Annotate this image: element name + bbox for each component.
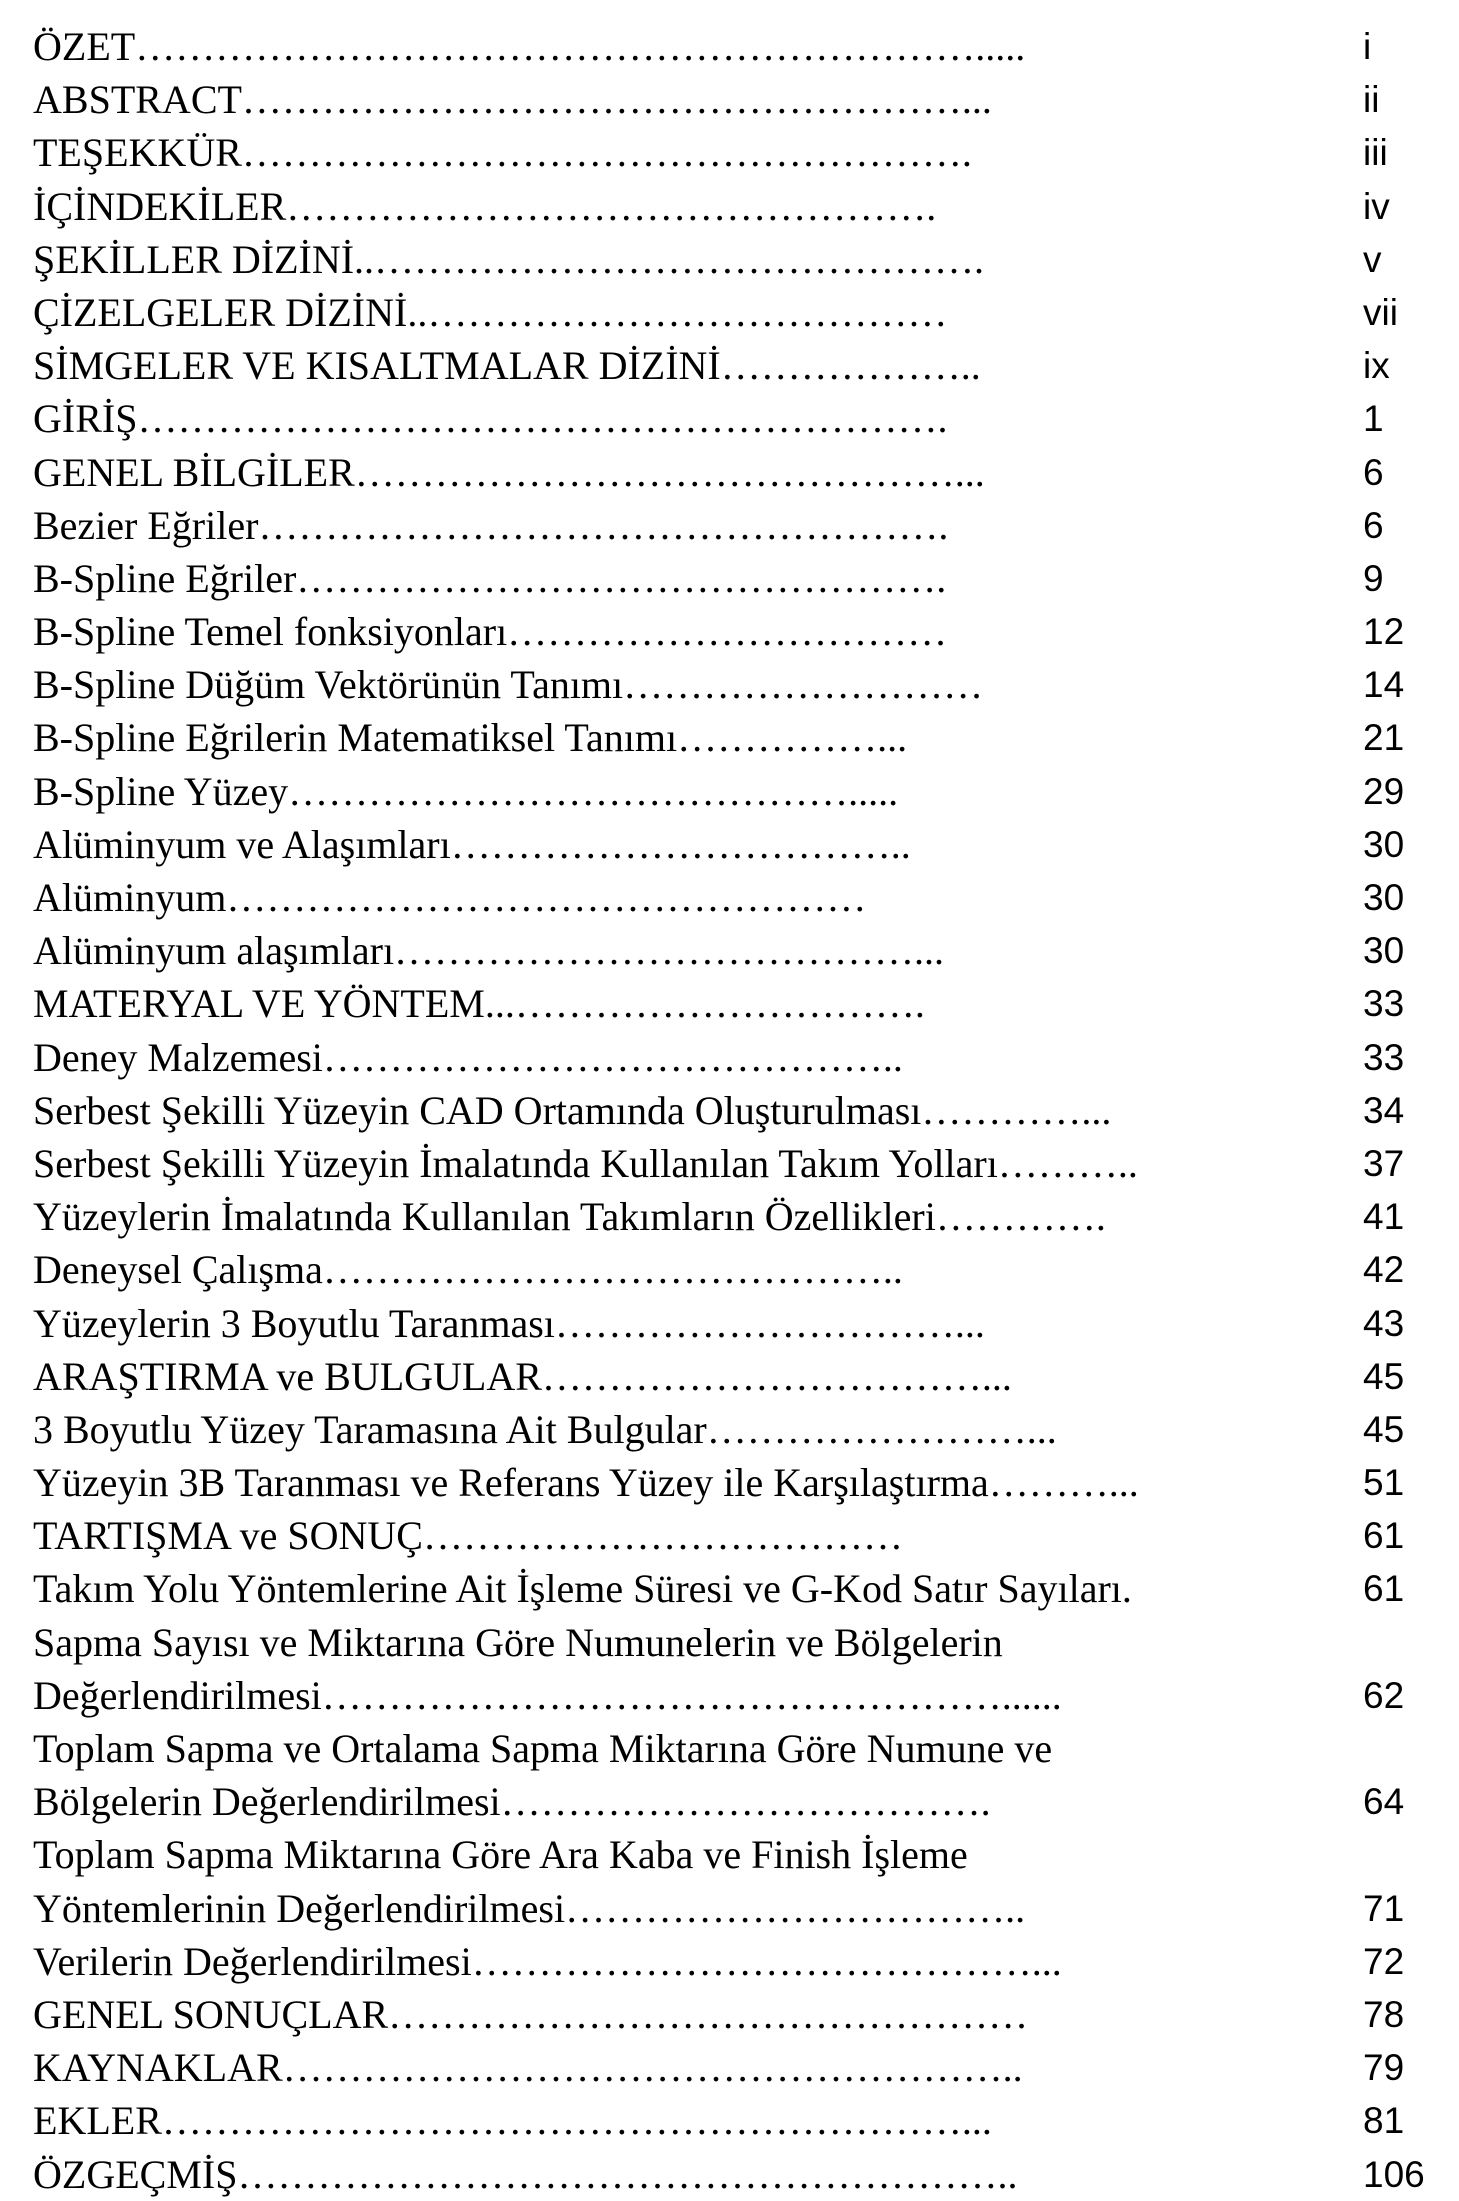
toc-entry-toplam-ortalama-sapma — [33, 1722, 1433, 1828]
toc-entry-genel-sonuclar — [33, 1988, 1433, 2041]
toc-entry-title: GENEL BİLGİLER………………………………………... — [33, 449, 985, 495]
toc-entry-bspline-matematiksel — [33, 711, 1433, 764]
toc-entry-page: vii — [1363, 291, 1398, 333]
toc-entry-page: 78 — [1363, 1993, 1405, 2035]
toc-entry-title: ŞEKİLLER DİZİNİ..………………………………………. — [33, 236, 985, 282]
toc-entry-title: Deney Malzemesi…………………………………….. — [33, 1034, 903, 1080]
toc-entry-cad — [33, 1084, 1433, 1137]
toc-entry-page: 43 — [1363, 1302, 1405, 1344]
toc-entry-title: EKLER……………………………………………………... — [33, 2098, 992, 2144]
toc-entry-title: B-Spline Eğriler…………………………………………. — [33, 555, 947, 601]
toc-entry-title: TEŞEKKÜR………………………………………………. — [33, 130, 972, 176]
toc-entry-title: Yüzeyin 3B Taranması ve Referans Yüzey ile Karşılaştırma………... — [33, 1460, 1139, 1506]
toc-entry-page: 45 — [1363, 1355, 1405, 1397]
toc-entry-title: Alüminyum………………………………………… — [33, 875, 867, 920]
toc-entry-page: iv — [1363, 185, 1390, 227]
toc-entry-title: Alüminyum ve Alaşımları…………………………….. — [33, 821, 911, 867]
toc-entry-kaynaklar — [33, 2041, 1433, 2094]
toc-entry-title: ABSTRACT………………………………………………... — [33, 77, 992, 123]
toc-entry-page: 62 — [1363, 1674, 1405, 1716]
toc-entry-title: ÖZGEÇMİŞ………………………………………………….. — [33, 2151, 1018, 2197]
toc-entry-page: v — [1363, 238, 1382, 280]
toc-entry-page: 33 — [1363, 983, 1405, 1025]
toc-entry-page: 81 — [1363, 2100, 1405, 2142]
toc-entry-title: Alüminyum alaşımları…………………………………... — [33, 928, 945, 974]
toc-entry-page: 106 — [1363, 2153, 1425, 2195]
toc-entry-page: 34 — [1363, 1089, 1405, 1131]
toc-entry-title: ÖZET………………………………………………………..... — [33, 24, 1026, 69]
toc-entry-sekiller-dizini — [33, 233, 1433, 286]
toc-entry-page: 29 — [1363, 770, 1405, 812]
toc-entry-tarama — [33, 1297, 1433, 1350]
toc-entry-page: 72 — [1363, 1940, 1405, 1982]
toc-entry-simgeler — [33, 339, 1433, 392]
toc-entry-deney-malzemesi — [33, 1031, 1433, 1084]
toc-entry-page: iii — [1363, 132, 1388, 174]
toc-entry-title: Verilerin Değerlendirilmesi……………………………………... — [33, 1938, 1062, 1984]
toc-entry-giris — [33, 392, 1433, 445]
toc-entry-title: İÇİNDEKİLER…………………………………………. — [33, 183, 937, 229]
toc-entry-title: B-Spline Temel fonksiyonları…………………………… — [33, 609, 948, 655]
toc-entry-page: ix — [1363, 345, 1390, 387]
toc-entry-page: 9 — [1363, 557, 1384, 599]
toc-entry-page: 71 — [1363, 1887, 1405, 1929]
toc-entry-page: 51 — [1363, 1462, 1405, 1504]
toc-entry-title: Toplam Sapma ve Ortalama Sapma Miktarına Göre Numune ve Bölgelerin Değerlendirilmesi………………………………. — [33, 1726, 1053, 1825]
toc-entry-title: MATERYAL VE YÖNTEM...…………………………. — [33, 981, 925, 1027]
toc-entry-gkod — [33, 1562, 1433, 1615]
toc-entry-tartisma — [33, 1509, 1433, 1562]
toc-entry-page: 30 — [1363, 823, 1405, 865]
toc-entry-title: GİRİŞ……………………………………………………. — [33, 396, 948, 442]
toc-entry-bspline-egriler — [33, 552, 1433, 605]
toc-entry-title: Takım Yolu Yöntemlerine Ait İşleme Süresi ve G-Kod Satır Sayıları. — [33, 1566, 1132, 1612]
toc-entry-aluminyum — [33, 871, 1433, 924]
table-of-contents — [33, 20, 1433, 2201]
toc-entry-title: Serbest Şekilli Yüzeyin CAD Ortamında Oluşturulması…………... — [33, 1087, 1112, 1133]
toc-entry-page: 45 — [1363, 1408, 1405, 1450]
toc-entry-genel-bilgiler — [33, 446, 1433, 499]
toc-entry-page: 37 — [1363, 1142, 1405, 1184]
toc-entry-page: 30 — [1363, 930, 1405, 972]
toc-entry-title: B-Spline Düğüm Vektörünün Tanımı……………………… — [33, 662, 984, 708]
toc-entry-bulgular — [33, 1403, 1433, 1456]
toc-entry-title: Serbest Şekilli Yüzeyin İmalatında Kullanılan Takım Yolları……….. — [33, 1140, 1138, 1186]
toc-entry-page: 6 — [1363, 504, 1384, 546]
toc-entry-takim-yollari — [33, 1137, 1433, 1190]
toc-entry-page: 1 — [1363, 398, 1384, 440]
toc-entry-bspline-yuzey — [33, 765, 1433, 818]
toc-entry-page: 61 — [1363, 1568, 1405, 1610]
toc-entry-bezier — [33, 499, 1433, 552]
toc-entry-deneysel — [33, 1243, 1433, 1296]
toc-entry-veriler — [33, 1935, 1433, 1988]
toc-entry-page: ii — [1363, 79, 1380, 121]
toc-entry-title: KAYNAKLAR……………………………………………….. — [33, 2045, 1023, 2091]
toc-entry-title: B-Spline Yüzey……………………………………..... — [33, 768, 899, 814]
toc-entry-page: 42 — [1363, 1249, 1405, 1291]
toc-entry-page: i — [1363, 26, 1372, 67]
toc-entry-karsilastirma — [33, 1456, 1433, 1509]
toc-entry-page: 41 — [1363, 1196, 1405, 1238]
toc-entry-aluminyum-alasimlari — [33, 818, 1433, 871]
toc-entry-cizelgeler-dizini — [33, 286, 1433, 339]
toc-entry-title: Toplam Sapma Miktarına Göre Ara Kaba ve Finish İşleme Yöntemlerinin Değerlendirilmesi…………………………….. — [33, 1832, 1026, 1931]
toc-entry-aluminyum-alasimlari-sub — [33, 924, 1433, 977]
toc-entry-title: Deneysel Çalışma…………………………………….. — [33, 1247, 903, 1293]
toc-entry-page: 30 — [1363, 877, 1405, 918]
toc-entry-page: 64 — [1363, 1781, 1405, 1823]
toc-entry-title: B-Spline Eğrilerin Matematiksel Tanımı……………... — [33, 715, 908, 761]
toc-entry-title: Yüzeylerin 3 Boyutlu Taranması…………………………... — [33, 1300, 985, 1346]
toc-entry-arastirma — [33, 1350, 1433, 1403]
toc-entry-title: TARTIŞMA ve SONUÇ……………………………… — [33, 1513, 903, 1559]
toc-entry-bspline-temel — [33, 605, 1433, 658]
toc-entry-sapma-sayisi — [33, 1616, 1433, 1722]
toc-entry-title: ARAŞTIRMA ve BULGULAR……………………………... — [33, 1353, 1012, 1399]
toc-entry-page: 6 — [1363, 451, 1384, 493]
toc-entry-title: SİMGELER VE KISALTMALAR DİZİNİ……………….. — [33, 343, 981, 389]
toc-entry-title: Bezier Eğriler……………………………………………. — [33, 502, 949, 548]
toc-entry-bspline-dugum — [33, 658, 1433, 711]
toc-entry-ozet — [33, 20, 1433, 73]
toc-entry-title: GENEL SONUÇLAR………………………………………… — [33, 1991, 1029, 2037]
toc-entry-abstract — [33, 73, 1433, 126]
toc-entry-icindekiler — [33, 180, 1433, 233]
toc-entry-title: 3 Boyutlu Yüzey Taramasına Ait Bulgular……………………... — [33, 1406, 1057, 1452]
toc-entry-title: ÇİZELGELER DİZİNİ..………………………………… — [33, 289, 948, 335]
toc-entry-page: 33 — [1363, 1036, 1405, 1078]
toc-entry-tesekkur — [33, 126, 1433, 179]
toc-entry-page: 61 — [1363, 1515, 1405, 1557]
toc-entry-title: Yüzeylerin İmalatında Kullanılan Takımların Özellikleri…………. — [33, 1194, 1106, 1240]
toc-entry-title: Sapma Sayısı ve Miktarına Göre Numunelerin ve Bölgelerin Değerlendirilmesi……………………………………………...... — [33, 1619, 1062, 1718]
toc-entry-page: 79 — [1363, 2047, 1405, 2089]
toc-entry-takim-ozellikleri — [33, 1190, 1433, 1243]
toc-entry-ekler — [33, 2094, 1433, 2147]
toc-entry-page: 12 — [1363, 611, 1405, 653]
toc-entry-ara-kaba-finish — [33, 1828, 1433, 1934]
toc-entry-materyal — [33, 977, 1433, 1030]
toc-entry-ozgecmis — [33, 2148, 1433, 2201]
toc-entry-page: 21 — [1363, 717, 1405, 759]
toc-entry-page: 14 — [1363, 664, 1405, 706]
